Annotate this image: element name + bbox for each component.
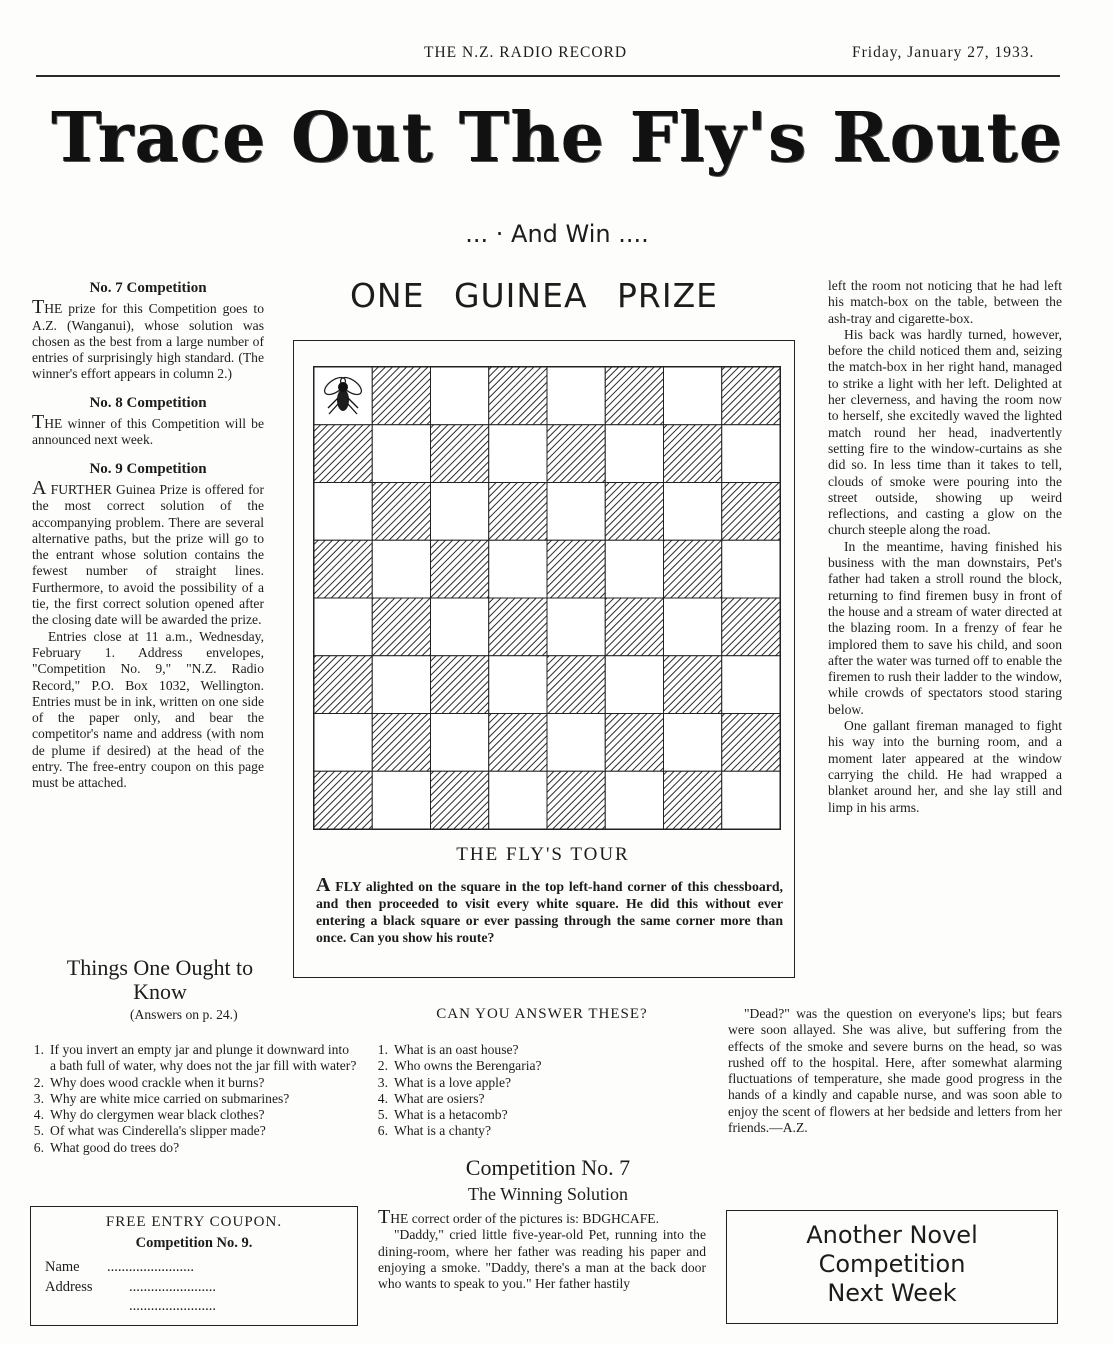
black-square (664, 425, 722, 483)
coupon-title: FREE ENTRY COUPON. (105, 1214, 283, 1230)
white-square (605, 540, 663, 598)
canyou-item (370, 1042, 670, 1058)
black-square (489, 483, 547, 541)
things-item-number: 5. (33, 1123, 44, 1139)
coupon-name-field[interactable]: ........................ (107, 1259, 194, 1275)
can-you-heading: CAN YOU ANSWER THESE? (436, 1006, 648, 1022)
free-entry-coupon (30, 1206, 358, 1326)
white-square (605, 771, 663, 829)
white-square (489, 656, 547, 714)
canyou-item-number: 4. (377, 1090, 388, 1106)
coupon-address-label: Address (45, 1279, 93, 1295)
white-square (431, 598, 489, 656)
white-square (489, 540, 547, 598)
canyou-item (370, 1058, 670, 1074)
no7-body: HE prize for this Competition goes to A.Z. (Wanganui), whose solution was chosen as the best from a large number of entries of surprisingly high standard. (The winner's effort appears in column 2.) (32, 301, 264, 382)
winning-body1: HE correct order of the pictures is: BDGHCAFE. (390, 1211, 660, 1226)
story-p3: In the meantime, having finished his business with the man downstairs, Pet's father had taken a stroll round the block, returning to find firemen busy in front of the house and a stream of water directed at the blazing room. In a frenzy of fear he implored them to save his child, and soon after the water was turned off to enable the firemen to rush their ladder to the window, while crowds of spectators stood staring below. (828, 538, 1062, 717)
story-p4: One gallant fireman managed to fight his way into the burning room, and a moment later appeared at the window carrying the child. He had wrapped a blanket around her, and she lay still and limp in his arms. (828, 718, 1062, 815)
left-column (32, 280, 264, 792)
things-item (26, 1075, 358, 1091)
white-square (314, 714, 372, 772)
white-square (722, 771, 780, 829)
black-square (605, 714, 663, 772)
white-square (664, 367, 722, 425)
canyou-item (370, 1123, 670, 1139)
white-square (314, 483, 372, 541)
answers-note: (Answers on p. 24.) (130, 1007, 238, 1022)
things-item-number: 3. (33, 1090, 44, 1106)
winning-drop-cap: T (378, 1206, 391, 1228)
story-p5: "Dead?" was the question on everyone's lips; but fears were soon allayed. She was alive, but suffering from the effects of the smoke and severe burns on the head, so was rushed off to the hospital. Here, after somewhat alarming fluctuations of temperature, she made good progress in the hands of a kindly and capable nurse, and was soon able to enjoy the scent of flowers at her bedside and letters from her friends.—A.Z. (728, 1006, 1062, 1136)
prize-heading: ONE GUINEA PRIZE (349, 276, 719, 315)
white-square (605, 425, 663, 483)
white-square (489, 425, 547, 483)
no7-drop-cap: T (32, 296, 45, 319)
black-square (605, 598, 663, 656)
white-square (722, 425, 780, 483)
no8-drop-cap: T (32, 411, 45, 434)
things-item (26, 1123, 358, 1139)
canyou-item (370, 1091, 670, 1107)
no8-heading: No. 8 Competition (89, 394, 207, 411)
winning-body2: "Daddy," cried little five-year-old Pet, running into the dining-room, where her father was reading his paper and enjoying a smoke. "Daddy, there's a man at the back door who wants to speak to you." Her father hastily (378, 1227, 706, 1292)
things-heading-line2: Know (133, 979, 187, 1004)
black-square (722, 714, 780, 772)
story-p2: His back was hardly turned, however, before the child noticed them and, seizing the match-box in her right hand, managed to strike a light with her left. Delighted at her cleverness, and having the room now to herself, she excitedly waved the lighted match round her head, inadvertently setting fire to the window-curtains as she did so. In less time than it takes to tell, clouds of smoke were pouring into the street outside, showing up weird reflections, and casting a glow on the church steeple along the road. (828, 326, 1062, 538)
things-item-number: 1. (33, 1042, 44, 1057)
white-square (605, 656, 663, 714)
black-square (372, 714, 430, 772)
canyou-item-number: 5. (377, 1107, 388, 1123)
white-square (431, 714, 489, 772)
puzzle-title: THE FLY'S TOUR (456, 844, 630, 865)
story-p1: left the room not noticing that he had left his match-box on the table, between the ash-tray and cigarette-box. (828, 278, 1062, 326)
coupon-subtitle: Competition No. 9. (135, 1235, 253, 1251)
black-square (547, 540, 605, 598)
things-item-number: 6. (33, 1139, 44, 1155)
chessboard (313, 366, 781, 830)
things-item-text: If you invert an empty jar and plunge it downward into a bath full of water, why does not the jar fill with water? (50, 1042, 357, 1074)
no8-body: HE winner of this Competition will be announced next week. (32, 416, 264, 448)
white-square (372, 771, 430, 829)
canyou-item-number: 6. (377, 1123, 388, 1139)
winning-story-start (378, 1206, 706, 1292)
things-heading (32, 956, 288, 1004)
tagline: ... · And Win .... (465, 220, 649, 248)
right-column (828, 278, 1062, 816)
black-square (547, 656, 605, 714)
things-list (26, 1042, 358, 1156)
black-square (314, 425, 372, 483)
black-square (547, 771, 605, 829)
puzzle-caption (316, 874, 783, 946)
white-square (547, 714, 605, 772)
canyou-item-text: What are osiers? (394, 1090, 485, 1106)
winning-heading: Competition No. 7 (465, 1155, 631, 1180)
black-square (547, 425, 605, 483)
white-square (314, 598, 372, 656)
canyou-item-text: What is a love apple? (394, 1074, 512, 1090)
white-square (431, 483, 489, 541)
white-square (372, 656, 430, 714)
canyou-item (370, 1075, 670, 1091)
black-square (431, 771, 489, 829)
white-square (489, 771, 547, 829)
black-square (664, 771, 722, 829)
white-square (372, 540, 430, 598)
black-square (372, 483, 430, 541)
black-square (314, 656, 372, 714)
black-square (431, 656, 489, 714)
black-square (605, 483, 663, 541)
next-week-promo (726, 1210, 1058, 1324)
coupon-name-label: Name (45, 1259, 80, 1275)
puzzle-caption-body: FLY alighted on the square in the top left-hand corner of this chessboard, and then proceeded to visit every white square. He did this without ever entering a black square or ever passing through the same corner more than once. Can you show his route? (316, 879, 783, 945)
black-square (314, 540, 372, 598)
black-square (489, 367, 547, 425)
coupon-address-row[interactable] (45, 1279, 357, 1296)
headline: Trace Out The Fly's Route (51, 98, 1063, 178)
white-square (664, 598, 722, 656)
things-item-text: Why are white mice carried on submarines? (50, 1090, 290, 1106)
publication-name: THE N.Z. RADIO RECORD (424, 44, 628, 61)
canyou-item-number: 3. (377, 1074, 388, 1090)
things-item-text: Why does wood crackle when it burns? (50, 1074, 265, 1090)
black-square (664, 540, 722, 598)
white-square (372, 425, 430, 483)
canyou-item-text: Who owns the Berengaria? (394, 1058, 542, 1074)
puzzle-drop-cap: A (316, 874, 331, 896)
things-item (26, 1107, 358, 1123)
black-square (605, 367, 663, 425)
chessboard-grid (314, 367, 780, 829)
black-square (489, 598, 547, 656)
things-heading-line1: Things One Ought to (66, 955, 254, 980)
story-ending (728, 1006, 1062, 1136)
no9-body: FURTHER Guinea Prize is offered for the most correct solution of the accompanying problem. There are several alternative paths, but the prize will go to the entrant whose solution contains the fewest number of straight lines. Furthermore, to avoid the possibility of a tie, the first correct solution opened after the closing date will be awarded the prize. (32, 481, 264, 628)
coupon-name-row[interactable] (45, 1259, 357, 1276)
white-square (722, 540, 780, 598)
issue-date: Friday, January 27, 1933. (852, 44, 1035, 61)
black-square (722, 367, 780, 425)
things-item-number: 2. (33, 1074, 44, 1090)
things-item (26, 1042, 358, 1075)
things-item-text: Why do clergymen wear black clothes? (50, 1107, 265, 1123)
things-item-text: Of what was Cinderella's slipper made? (50, 1123, 266, 1139)
winning-subheading: The Winning Solution (468, 1184, 628, 1204)
coupon-address-field-2[interactable]: ........................ (129, 1298, 216, 1314)
black-square (489, 714, 547, 772)
canyou-item-number: 1. (377, 1042, 388, 1057)
promo-line2: Competition (818, 1250, 966, 1278)
things-item-number: 4. (33, 1107, 44, 1123)
black-square (372, 367, 430, 425)
no7-heading: No. 7 Competition (89, 280, 207, 296)
canyou-item (370, 1107, 670, 1123)
things-item-text: What good do trees do? (50, 1139, 180, 1155)
no9-drop-cap: A (32, 476, 47, 499)
canyou-item-text: What is a chanty? (394, 1123, 492, 1139)
coupon-address-field[interactable]: ........................ (129, 1279, 216, 1295)
white-square (431, 367, 489, 425)
canyou-item-number: 2. (377, 1058, 388, 1074)
black-square (664, 656, 722, 714)
canyou-item-text: What is a hetacomb? (394, 1107, 508, 1123)
black-square (314, 771, 372, 829)
white-square (547, 483, 605, 541)
no9-entry-rules: Entries close at 11 a.m., Wednesday, February 1. Address envelopes, "Competition No. 9," "N.Z. Radio Record," P.O. Box 1032, Wellington. Entries must be in ink, written on one side of the paper only, and bear the competitor's name and address (with nom de plume if desired) at the head of the entry. The free-entry coupon on this page must be attached. (32, 628, 264, 791)
black-square (722, 598, 780, 656)
white-square (722, 656, 780, 714)
canyou-item-text: What is an oast house? (394, 1042, 519, 1057)
white-square (547, 598, 605, 656)
black-square (431, 540, 489, 598)
can-you-list (370, 1042, 670, 1140)
things-item (26, 1091, 358, 1107)
promo-line1: Another Novel (806, 1221, 978, 1249)
white-square (664, 483, 722, 541)
no9-heading: No. 9 Competition (89, 460, 207, 477)
promo-line3: Next Week (827, 1279, 957, 1307)
black-square (722, 483, 780, 541)
black-square (431, 425, 489, 483)
masthead-rule (36, 75, 1060, 77)
white-square (547, 367, 605, 425)
white-square (664, 714, 722, 772)
things-item (26, 1140, 358, 1156)
black-square (372, 598, 430, 656)
